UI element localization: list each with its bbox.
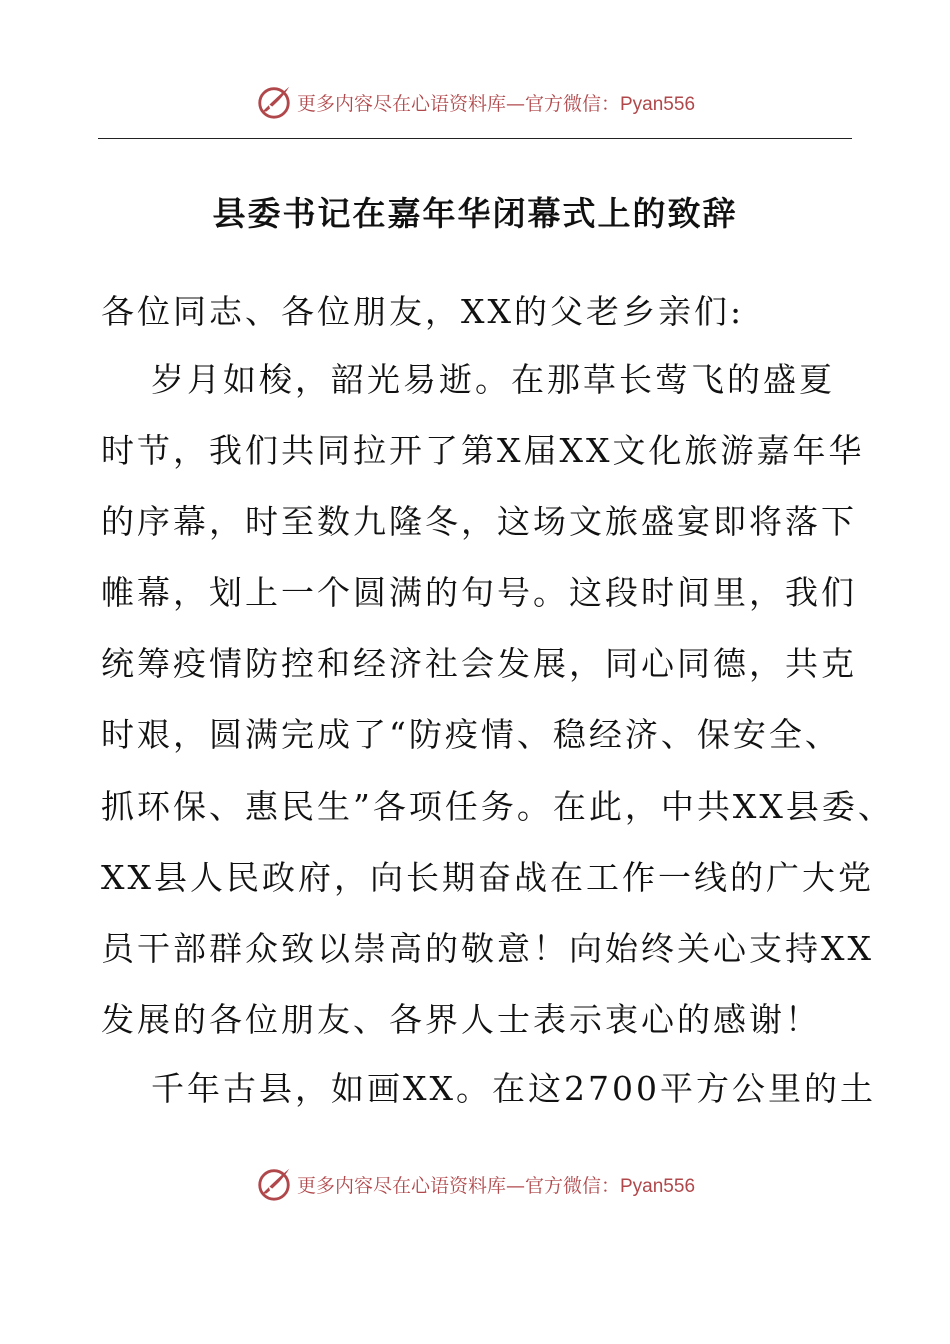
body-line-11: 发展的各位朋友、各界人士表示衷心的感谢！ — [101, 1000, 821, 1039]
document-title: 县委书记在嘉年华闭幕式上的致辞 — [212, 194, 738, 233]
body-line-7: 时艰，圆满完成了“防疫情、稳经济、保安全、 — [101, 715, 841, 754]
body-line-9: XX县人民政府，向长期奋战在工作一线的广大党 — [101, 858, 874, 897]
quill-logo-icon — [255, 1165, 293, 1203]
header-banner — [0, 80, 950, 124]
header-divider — [98, 138, 852, 139]
quill-logo-icon — [255, 83, 293, 121]
body-line-10: 员干部群众致以崇高的敬意！向始终关心支持XX — [101, 929, 874, 968]
footer-wechat-id: Pyan556 — [620, 1175, 696, 1197]
header-banner-text — [297, 89, 695, 116]
header-wechat-id: Pyan556 — [620, 93, 696, 115]
body-line-2: 岁月如梭，韶光易逝。在那草长莺飞的盛夏 — [151, 360, 835, 399]
footer-banner-label: 更多内容尽在心语资料库—官方微信： — [296, 1174, 620, 1197]
footer-banner-text — [297, 1171, 695, 1198]
body-line-8: 抓环保、惠民生”各项任务。在此，中共XX县委、 — [101, 787, 894, 826]
body-line-12: 千年古县，如画XX。在这2700平方公里的土 — [151, 1069, 876, 1108]
body-line-3: 时节，我们共同拉开了第X届XX文化旅游嘉年华 — [101, 431, 865, 470]
body-line-1: 各位同志、各位朋友，XX的父老乡亲们: — [101, 292, 745, 331]
body-line-4: 的序幕，时至数九隆冬，这场文旅盛宴即将落下 — [101, 502, 857, 541]
body-line-6: 统筹疫情防控和经济社会发展，同心同德，共克 — [101, 644, 857, 683]
footer-banner — [0, 1162, 950, 1206]
body-line-5: 帷幕，划上一个圆满的句号。这段时间里，我们 — [101, 573, 857, 612]
header-banner-label: 更多内容尽在心语资料库—官方微信： — [296, 92, 620, 115]
